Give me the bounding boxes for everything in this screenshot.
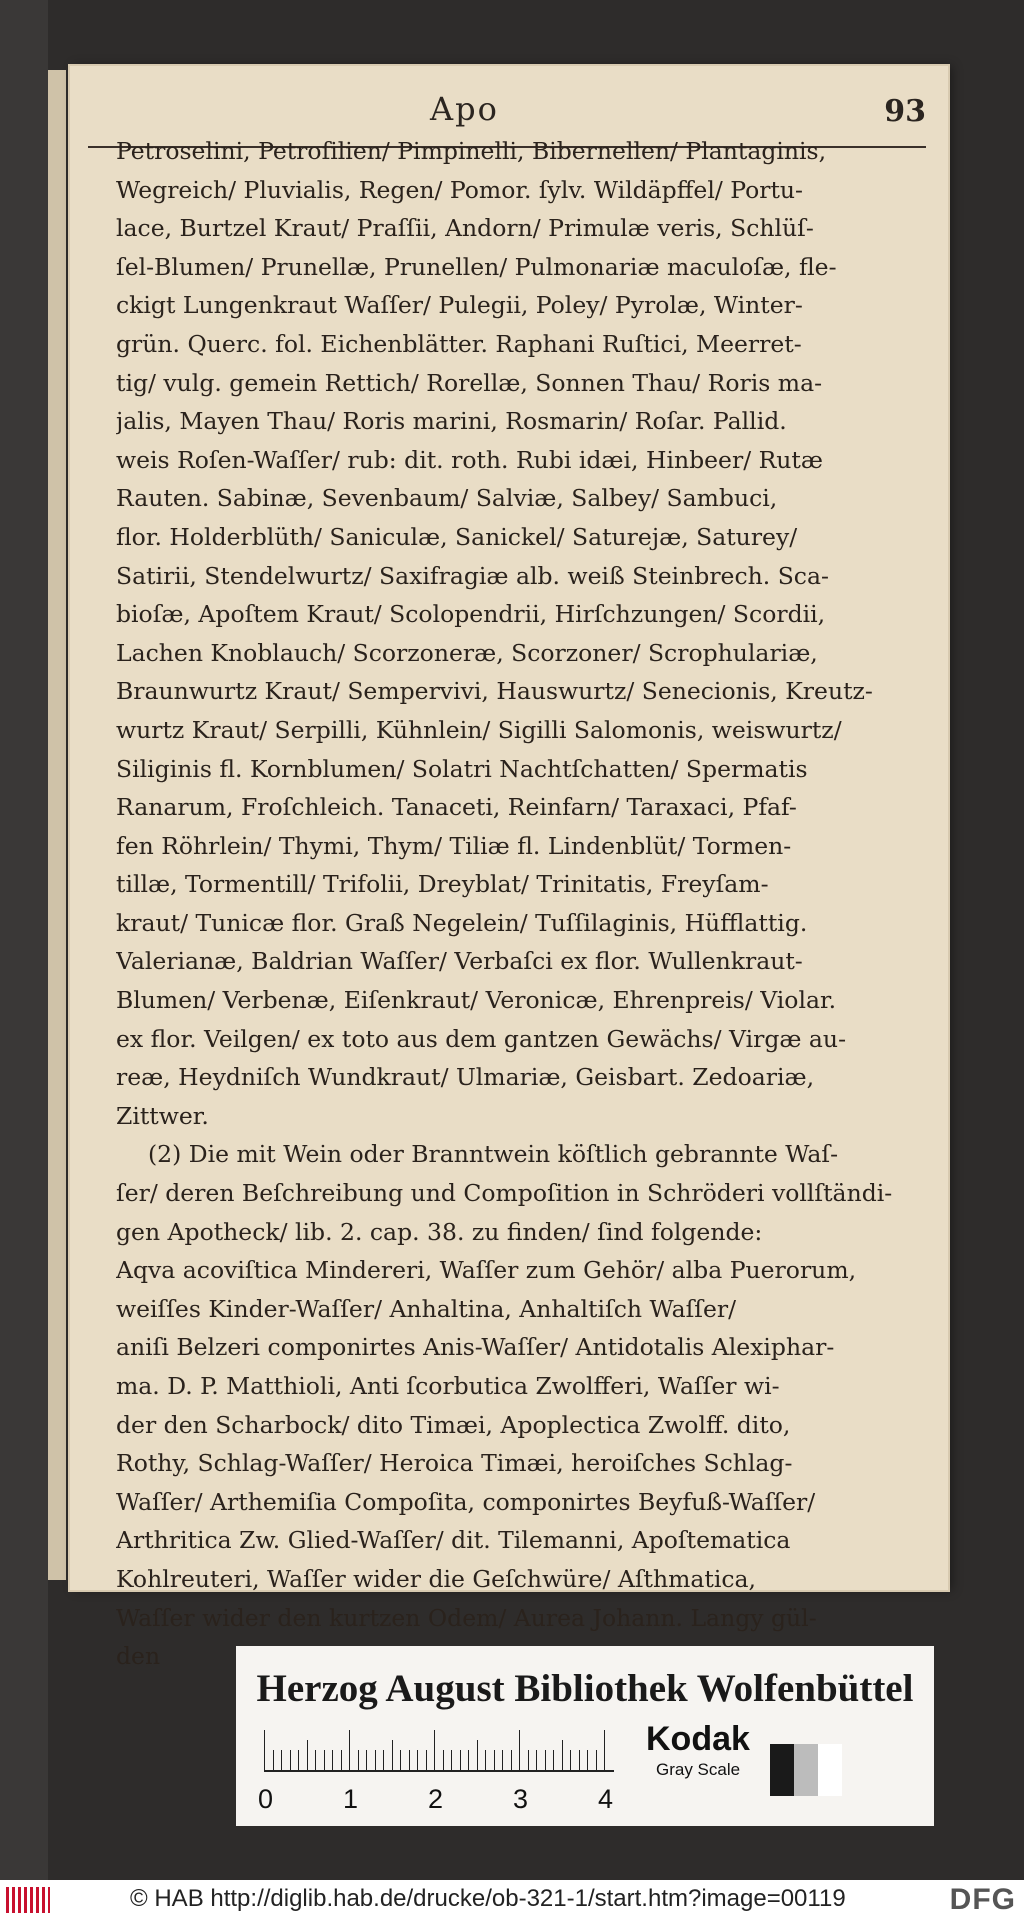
ruler-tick	[596, 1750, 597, 1770]
text-line: Waſſer wider den kurtzen Odem/ Aurea Johann. Langy gül-	[116, 1603, 817, 1632]
text-line: ma. D. P. Matthioli, Anti ſcorbutica Zwolfferi, Waſſer wi-	[116, 1372, 780, 1400]
text-line: weiſſes Kinder-Waſſer/ Anhaltina, Anhaltiſch Waſſer/	[116, 1294, 737, 1323]
ruler-tick	[434, 1730, 435, 1770]
ruler-tick	[502, 1750, 503, 1770]
text-line: Siliginis fl. Kornblumen/ Solatri Nachtſchatten/ Spermatis	[116, 754, 808, 783]
footer-bar	[0, 1880, 1024, 1919]
ruler-tick	[332, 1750, 333, 1770]
ruler-tick	[366, 1750, 367, 1770]
text-line: gen Apotheck/ lib. 2. cap. 38. zu finden/ ſind folgende:	[116, 1217, 763, 1246]
ruler-tick	[409, 1750, 410, 1770]
text-line: ckigt Lungenkraut Waſſer/ Pulegii, Poley/ Pyrolæ, Winter-	[116, 291, 803, 320]
text-line: tillæ, Tormentill/ Trifolii, Dreyblat/ Trinitatis, Freyſam-	[116, 870, 769, 899]
scale-number: 0	[258, 1784, 274, 1814]
text-line: flor. Holderblüth/ Saniculæ, Sanickel/ Saturejæ, Saturey/	[116, 522, 798, 551]
gray-scale-label: Gray Scale	[656, 1760, 741, 1779]
text-line: Aqva acoviſtica Mindereri, Waſſer zum Gehör/ alba Puerorum,	[116, 1256, 857, 1285]
text-line: Rauten. Sabinæ, Sevenbaum/ Salviæ, Salbey/ Sambuci,	[116, 484, 778, 513]
ruler-tick	[494, 1750, 495, 1770]
ruler-tick	[579, 1750, 580, 1770]
ruler-tick	[375, 1750, 376, 1770]
text-line: weis Roſen-Waſſer/ rub: dit. roth. Rubi idæi, Hinbeer/ Rutæ	[116, 445, 823, 474]
text-line: wurtz Kraut/ Serpilli, Kühnlein/ Sigilli Salomonis, weiswurtz/	[116, 715, 842, 744]
text-line: Arthritica Zw. Glied-Waſſer/ dit. Tilemanni, Apoſtematica	[116, 1526, 791, 1555]
text-line: tig/ vulg. gemein Rettich/ Rorellæ, Sonnen Thau/ Roris ma-	[116, 368, 823, 397]
text-line: Lachen Knoblauch/ Scorzoneræ, Scorzoner/ Scrophulariæ,	[116, 638, 818, 667]
text-line: Valerianæ, Baldrian Waſſer/ Verbaſci ex flor. Wullenkraut-	[116, 947, 803, 976]
footer-url[interactable]: © HAB http://diglib.hab.de/drucke/ob-321-1/start.htm?image=00119	[130, 1885, 846, 1912]
text-line: Waſſer/ Arthemiſia Compoſita, componirtes Beyfuß-Waſſer/	[116, 1487, 816, 1516]
ruler-tick	[264, 1730, 265, 1770]
ruler-tick	[383, 1750, 384, 1770]
ruler-tick	[451, 1750, 452, 1770]
library-label-card	[236, 1646, 934, 1826]
text-line: Zittwer.	[116, 1101, 209, 1130]
gray-scale-swatches	[770, 1744, 842, 1796]
ruler-tick	[426, 1750, 427, 1770]
text-line: jalis, Mayen Thau/ Roris marini, Rosmarin/ Roſar. Pallid.	[116, 407, 787, 436]
running-head: Apo	[430, 90, 499, 128]
ruler-tick	[358, 1750, 359, 1770]
page-text	[116, 132, 926, 1676]
text-line: kraut/ Tunicæ flor. Graß Negelein/ Tuſſilaginis, Hüfflattig.	[116, 908, 808, 937]
ruler-tick	[324, 1750, 325, 1770]
text-line: Petroselini, Petroſilien/ Pimpinelli, Bibernellen/ Plantaginis,	[116, 137, 827, 165]
ruler-tick	[281, 1750, 282, 1770]
text-line: Wegreich/ Pluvialis, Regen/ Pomor. ſylv. Wildäpffel/ Portu-	[116, 175, 803, 204]
text-line: Rothy, Schlag-Waſſer/ Heroica Timæi, heroiſches Schlag-	[116, 1449, 793, 1478]
ruler-tick	[485, 1750, 486, 1770]
ruler-tick	[273, 1750, 274, 1770]
text-line: ſer/ deren Beſchreibung und Compoſition in Schröderi vollſtändi-	[116, 1179, 893, 1208]
ruler-tick	[417, 1750, 418, 1770]
text-line: (2) Die mit Wein oder Branntwein köſtlich gebrannte Waſ-	[148, 1140, 839, 1169]
ruler-tick	[290, 1750, 291, 1770]
text-line: bioſæ, Apoſtem Kraut/ Scolopendrii, Hirſchzungen/ Scordii,	[116, 600, 826, 629]
text-line: der den Scharbock/ dito Timæi, Apoplectica Zwolff. dito,	[116, 1410, 791, 1439]
ruler-baseline	[264, 1770, 614, 1772]
ruler-tick	[341, 1750, 342, 1770]
book-page	[70, 66, 948, 1671]
ruler-tick	[400, 1750, 401, 1770]
ruler-tick	[392, 1740, 393, 1770]
ruler-tick	[528, 1750, 529, 1770]
ruler-tick	[604, 1730, 605, 1770]
ruler-tick	[349, 1730, 350, 1770]
ruler-tick	[553, 1750, 554, 1770]
dfg-logo: DFG	[949, 1883, 1016, 1916]
ruler-tick	[460, 1750, 461, 1770]
text-line: aniſi Belzeri componirtes Anis-Waſſer/ Antidotalis Alexiphar-	[116, 1333, 835, 1362]
ruler-tick	[587, 1750, 588, 1770]
text-line: Braunwurtz Kraut/ Sempervivi, Hauswurtz/ Senecionis, Kreutz-	[116, 677, 873, 706]
page-header	[70, 86, 948, 132]
ruler-tick	[477, 1740, 478, 1770]
text-line: reæ, Heydniſch Wundkraut/ Ulmariæ, Geisbart. Zedoariæ,	[116, 1063, 815, 1092]
kodak-logo: Kodak	[646, 1720, 750, 1758]
hab-logo-icon	[6, 1887, 50, 1913]
gray-swatch	[770, 1744, 794, 1796]
library-name: Herzog August Bibliothek Wolfenbüttel	[256, 1667, 914, 1710]
text-line: den	[116, 1642, 161, 1671]
ruler-tick	[307, 1740, 308, 1770]
ruler-tick	[519, 1730, 520, 1770]
scale-number: 2	[428, 1784, 444, 1814]
gray-swatch	[794, 1744, 818, 1796]
text-line: ſel-Blumen/ Prunellæ, Prunellen/ Pulmonariæ maculoſæ, fle-	[116, 252, 837, 281]
ruler-tick	[315, 1750, 316, 1770]
ruler-tick	[511, 1750, 512, 1770]
text-line: grün. Querc. fol. Eichenblätter. Raphani Ruſtici, Meerret-	[116, 329, 802, 358]
scale-number: 3	[513, 1784, 529, 1814]
ruler-scale	[258, 1722, 624, 1822]
ruler-tick	[536, 1750, 537, 1770]
facing-page-edge	[48, 70, 66, 1580]
ruler-tick	[545, 1750, 546, 1770]
text-line: Satirii, Stendelwurtz/ Saxifragiæ alb. weiß Steinbrech. Sca-	[116, 561, 829, 590]
text-line: Kohlreuteri, Waſſer wider die Geſchwüre/ Aſthmatica,	[116, 1564, 756, 1593]
text-line: Blumen/ Verbenæ, Eiſenkraut/ Veronicæ, Ehrenpreis/ Violar.	[116, 986, 837, 1015]
text-line: ex flor. Veilgen/ ex toto aus dem gantzen Gewächs/ Virgæ au-	[116, 1024, 847, 1053]
scale-number: 1	[343, 1784, 359, 1814]
text-line: lace, Burtzel Kraut/ Praſſii, Andorn/ Primulæ veris, Schlüſ-	[116, 214, 814, 243]
text-line: Ranarum, Froſchleich. Tanaceti, Reinfarn/ Taraxaci, Pfaf-	[116, 793, 797, 822]
scan-background-left	[0, 0, 48, 1919]
ruler-tick	[443, 1750, 444, 1770]
page-number: 93	[884, 94, 926, 129]
gray-swatch	[818, 1744, 842, 1796]
scale-number: 4	[598, 1784, 614, 1814]
ruler-tick	[298, 1750, 299, 1770]
ruler-tick	[468, 1750, 469, 1770]
ruler-tick	[570, 1750, 571, 1770]
text-line: fen Röhrlein/ Thymi, Thym/ Tiliæ fl. Lindenblüt/ Tormen-	[116, 831, 792, 860]
ruler-tick	[562, 1740, 563, 1770]
